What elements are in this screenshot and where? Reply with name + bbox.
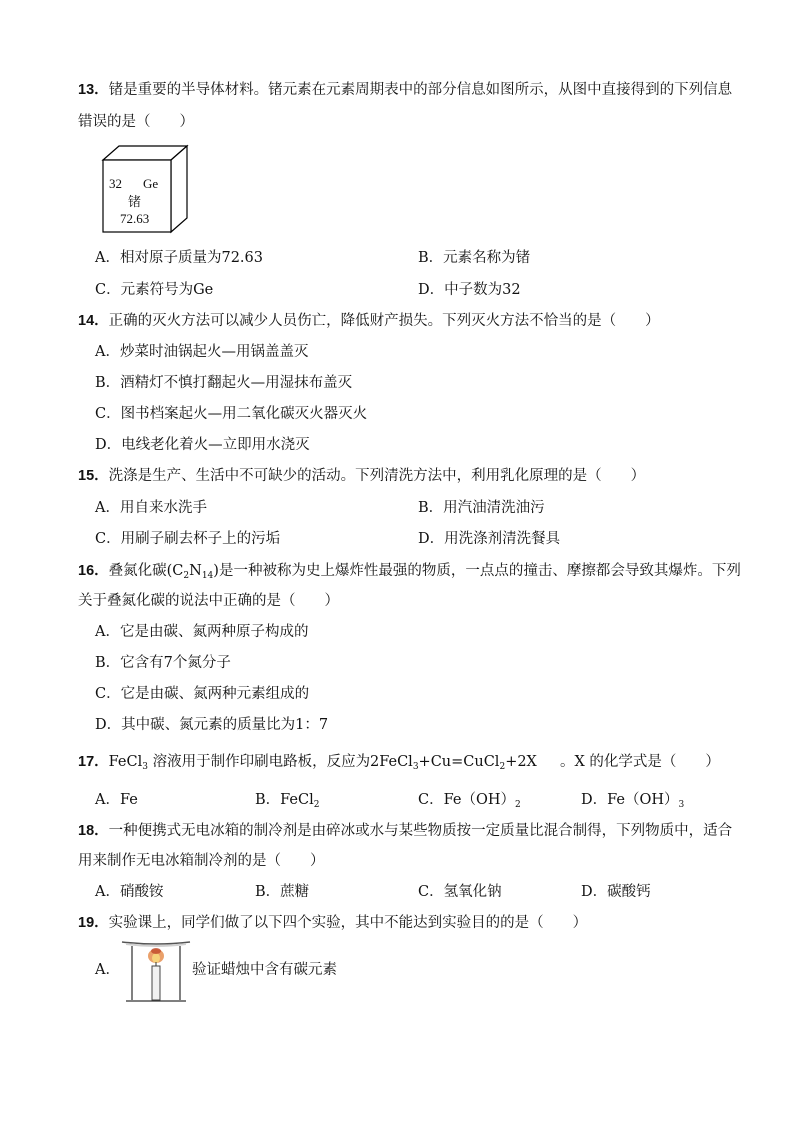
element-name: 锗 [128, 195, 142, 210]
q16-subscript-n: 14 [201, 571, 214, 581]
q18-option-a: A．硝酸铵 [95, 884, 164, 900]
eq-sub-b: 2 [499, 762, 506, 772]
cube-side-face [171, 146, 187, 232]
q14-option-b: B．酒精灯不慎打翻起火—用湿抹布盖灭 [95, 375, 353, 391]
q17-option-b-text: B．FeCl [255, 792, 314, 808]
q19-number: 19． [78, 915, 109, 931]
q17-line1 [78, 752, 370, 772]
q17-option-c-text: C．Fe（OH） [418, 792, 515, 808]
q17-equation [370, 752, 537, 772]
q18-stem: 一种便携式无电冰箱的制冷剂是由碎冰或水与某些物质按一定质量比混合制得，下列物质中，适合 [108, 823, 733, 839]
q17-option-d-text: D．Fe（OH） [581, 792, 679, 808]
soot-mark [151, 948, 161, 954]
q14-line1 [78, 311, 660, 331]
q19-option-a-text: 验证蜡烛中含有碳元素 [192, 962, 337, 978]
q13-number: 13． [78, 82, 109, 98]
q16-option-d: D．其中碳、氮元素的质量比为1：7 [95, 717, 329, 733]
q16-line1 [78, 561, 741, 581]
q14-option-c: C．图书档案起火—用二氧化碳灭火器灭火 [95, 406, 368, 422]
candle-body [152, 966, 160, 1000]
q15-option-c: C．用刷子刷去杯子上的污垢 [95, 531, 281, 547]
q16-stem-post: )是一种被称为史上爆炸性最强的物质，一点点的撞击、摩擦都会导致其爆炸。下列 [213, 563, 741, 579]
candle-experiment-figure [120, 938, 192, 1004]
q16-option-b: B．它含有7个氮分子 [95, 655, 231, 671]
q13-option-a: A．相对原子质量为72.63 [95, 250, 263, 266]
q19-line1 [78, 913, 587, 933]
eq-sub-a: 3 [412, 762, 419, 772]
q13-option-d: D．中子数为32 [418, 282, 521, 298]
q18-option-b: B．蔗糖 [255, 884, 310, 900]
q17-option-c-sub: 2 [514, 800, 521, 810]
q17-option-c [418, 790, 521, 810]
q15-line1 [78, 466, 645, 486]
eq-part-c: +2X [505, 754, 537, 770]
q15-number: 15． [78, 468, 109, 484]
q16-number: 16． [78, 563, 109, 579]
q18-option-d: D．碳酸钙 [581, 884, 651, 900]
q14-option-a: A．炒菜时油锅起火—用锅盖盖灭 [95, 344, 309, 360]
q14-number: 14． [78, 313, 109, 329]
q18-option-c: C．氢氧化钠 [418, 884, 502, 900]
q13-stem-line2: 错误的是（ ） [78, 114, 194, 130]
q14-option-d: D．电线老化着火—立即用水浇灭 [95, 437, 310, 453]
q16-stem-line2: 关于叠氮化碳的说法中正确的是（ ） [78, 593, 339, 609]
q16-stem-pre: 叠氮化碳(C [108, 563, 184, 579]
q16-subscript-c: 2 [183, 571, 190, 581]
q17-option-b-sub: 2 [313, 800, 320, 810]
q13-option-c: C．元素符号为Ge [95, 282, 214, 298]
flame-inner [152, 953, 160, 963]
q17-tail: 。X 的化学式是（ ） [560, 754, 720, 770]
q18-number: 18． [78, 823, 109, 839]
element-mass: 72.63 [120, 211, 150, 226]
element-atomic-number: 32 [109, 176, 122, 191]
q18-stem-line2: 用来制作无电冰箱制冷剂的是（ ） [78, 853, 325, 869]
eq-part-a: 2FeCl [370, 754, 413, 770]
q18-line1 [78, 821, 732, 841]
q17-option-b [255, 790, 319, 810]
q15-option-a: A．用自来水洗手 [95, 500, 207, 516]
element-symbol: Ge [143, 176, 159, 191]
q15-stem: 洗涤是生产、生活中不可缺少的活动。下列清洗方法中，利用乳化原理的是（ ） [108, 468, 646, 484]
q17-option-d [581, 790, 684, 810]
q16-option-a: A．它是由碳、氮两种原子构成的 [95, 624, 309, 640]
q19-option-a-label: A． [95, 962, 120, 978]
q17-formula-subscript: 3 [142, 762, 148, 772]
q15-option-b: B．用汽油清洗油污 [418, 500, 545, 516]
q17-formula-fecl: FeCl [108, 754, 143, 770]
q19-stem: 实验课上，同学们做了以下四个实验，其中不能达到实验目的的是（ ） [108, 915, 588, 931]
q13-line1 [78, 80, 732, 100]
q15-option-d: D．用洗涤剂清洗餐具 [418, 531, 561, 547]
q13-stem: 锗是重要的半导体材料。锗元素在元素周期表中的部分信息如图所示，从图中直接得到的下列信息 [108, 82, 733, 98]
q17-option-d-sub: 3 [678, 800, 685, 810]
q13-option-b: B．元素名称为锗 [418, 250, 531, 266]
q17-option-a: A．Fe [95, 792, 138, 808]
q16-option-c: C．它是由碳、氮两种元素组成的 [95, 686, 310, 702]
q16-stem-n: N [189, 563, 202, 579]
q14-stem: 正确的灭火方法可以减少人员伤亡，降低财产损失。下列灭火方法不恰当的是（ ） [108, 313, 660, 329]
cold-dish-outline [122, 942, 190, 944]
eq-part-b: +Cu=CuCl [418, 754, 500, 770]
q17-stem: 溶液用于制作印刷电路板，反应为 [147, 754, 371, 770]
q17-number: 17． [78, 754, 109, 770]
